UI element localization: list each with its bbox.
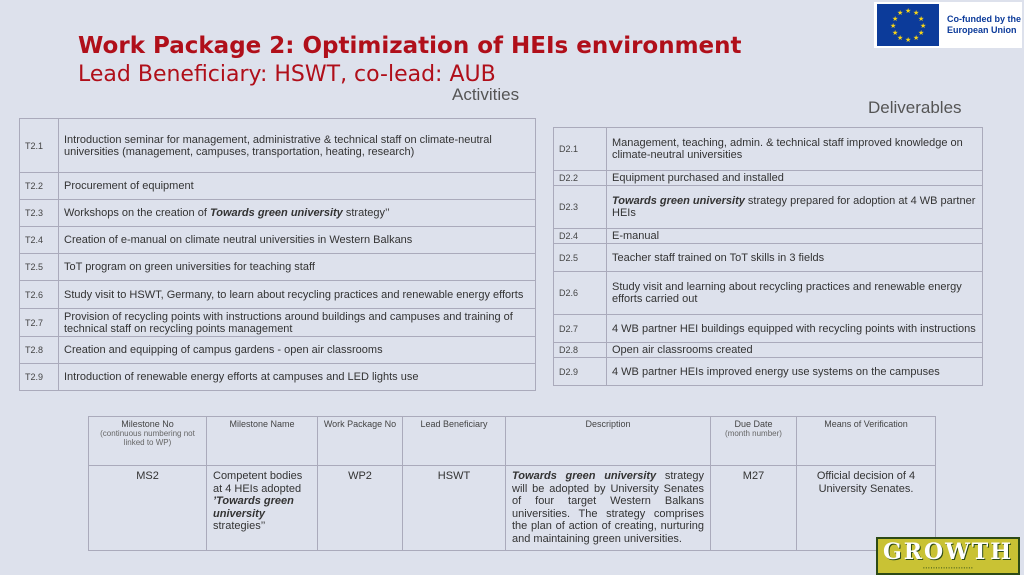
deliverable-text: Open air classrooms created: [607, 343, 983, 358]
milestone-table: [88, 416, 936, 551]
activity-text: Introduction seminar for management, administrative & technical staff on climate-neutral universities (management, campuses, transportation, heating, research): [59, 119, 536, 173]
table-row: [89, 466, 936, 551]
activity-text: Creation of e-manual on climate neutral universities in Western Balkans: [59, 227, 536, 254]
page-title: Work Package 2: Optimization of HEIs environment: [78, 33, 742, 59]
milestone-name: Competent bodies at 4 HEIs adopted ’Towards green university strategies’’: [207, 466, 318, 551]
deliverable-code: D2.6: [554, 272, 607, 315]
deliverable-text: Towards green university strategy prepared for adoption at 4 WB partner HEIs: [607, 186, 983, 229]
deliverable-code: D2.8: [554, 343, 607, 358]
table-row: [20, 309, 536, 337]
deliverable-text: Teacher staff trained on ToT skills in 3 fields: [607, 244, 983, 272]
table-row: [554, 186, 983, 229]
deliverable-code: D2.2: [554, 171, 607, 186]
activity-text: Workshops on the creation of Towards green university strategy’’: [59, 200, 536, 227]
deliverable-text: 4 WB partner HEI buildings equipped with recycling points with instructions: [607, 315, 983, 343]
activity-code: T2.1: [20, 119, 59, 173]
table-row: [554, 315, 983, 343]
activity-code: T2.2: [20, 173, 59, 200]
deliverable-text: Study visit and learning about recycling practices and renewable energy efforts carried out: [607, 272, 983, 315]
deliverable-text: Equipment purchased and installed: [607, 171, 983, 186]
activity-text: Creation and equipping of campus gardens - open air classrooms: [59, 337, 536, 364]
deliverable-code: D2.3: [554, 186, 607, 229]
activity-code: T2.6: [20, 281, 59, 309]
milestone-lead: HSWT: [403, 466, 506, 551]
milestone-means: Official decision of 4 University Senates.: [797, 466, 936, 551]
deliverable-text: 4 WB partner HEIs improved energy use systems on the campuses: [607, 358, 983, 386]
table-row: [20, 200, 536, 227]
deliverable-code: D2.5: [554, 244, 607, 272]
activities-heading: Activities: [452, 85, 520, 104]
activities-table: [19, 118, 536, 391]
deliverables-table: [553, 127, 983, 386]
table-row: [20, 364, 536, 391]
eu-cofunded-logo: [874, 2, 1022, 48]
page-subtitle: Lead Beneficiary: HSWT, co-lead: AUB: [78, 62, 496, 87]
activity-text: Introduction of renewable energy efforts at campuses and LED lights use: [59, 364, 536, 391]
table-row: [554, 343, 983, 358]
table-row: [20, 173, 536, 200]
activity-text: Study visit to HSWT, Germany, to learn about recycling practices and renewable energy efforts: [59, 281, 536, 309]
table-row: [20, 254, 536, 281]
eu-logo-line2: European Union: [947, 25, 1017, 35]
header-milestone-name: Milestone Name: [207, 417, 318, 466]
header-lead-beneficiary: Lead Beneficiary: [403, 417, 506, 466]
header-description: Description: [506, 417, 711, 466]
deliverables-heading: Deliverables: [868, 98, 962, 117]
header-work-package: Work Package No: [318, 417, 403, 466]
activity-text: ToT program on green universities for teaching staff: [59, 254, 536, 281]
milestone-due: M27: [711, 466, 797, 551]
activity-code: T2.9: [20, 364, 59, 391]
activity-code: T2.5: [20, 254, 59, 281]
table-row: [554, 128, 983, 171]
deliverable-text: E-manual: [607, 229, 983, 244]
activity-text: Provision of recycling points with instructions around buildings and campuses and training of technical staff on recycling points management: [59, 309, 536, 337]
deliverable-text: Management, teaching, admin. & technical staff improved knowledge on climate-neutral universities: [607, 128, 983, 171]
activity-code: T2.3: [20, 200, 59, 227]
milestone-no: MS2: [89, 466, 207, 551]
activity-code: T2.7: [20, 309, 59, 337]
header-due-date: Due Date (month number): [711, 417, 797, 466]
activity-code: T2.4: [20, 227, 59, 254]
eu-logo-line1: Co-funded by the: [947, 14, 1021, 24]
table-row: [554, 229, 983, 244]
table-row: [20, 227, 536, 254]
milestone-description: Towards green university strategy will be adopted by University Senates of four target Western Balkans universities. The strategy comprises the plan of action of creating, nurturing and maintaining green universities.: [506, 466, 711, 551]
table-row: [20, 337, 536, 364]
eu-flag-icon: ★ ★ ★ ★ ★ ★ ★ ★ ★ ★ ★ ★: [877, 4, 939, 46]
growth-logo-tagline-decoration: ▪ ▪ ▪ ▪ ▪ ▪ ▪ ▪ ▪ ▪ ▪ ▪ ▪ ▪ ▪ ▪ ▪ ▪ ▪ ▪: [923, 565, 973, 570]
growth-logo-text: GROWTH: [882, 539, 1014, 565]
header-means-of-verification: Means of Verification: [797, 417, 936, 466]
table-row: [554, 171, 983, 186]
deliverable-code: D2.4: [554, 229, 607, 244]
table-row: [554, 272, 983, 315]
deliverable-code: D2.7: [554, 315, 607, 343]
deliverable-code: D2.1: [554, 128, 607, 171]
activity-text: Procurement of equipment: [59, 173, 536, 200]
deliverable-code: D2.9: [554, 358, 607, 386]
table-row: [554, 358, 983, 386]
table-header-row: [89, 417, 936, 466]
milestone-wp: WP2: [318, 466, 403, 551]
activity-code: T2.8: [20, 337, 59, 364]
table-row: [554, 244, 983, 272]
table-row: [20, 281, 536, 309]
table-row: [20, 119, 536, 173]
header-milestone-no: Milestone No (continuous numbering not linked to WP): [89, 417, 207, 466]
growth-logo: [876, 537, 1020, 575]
